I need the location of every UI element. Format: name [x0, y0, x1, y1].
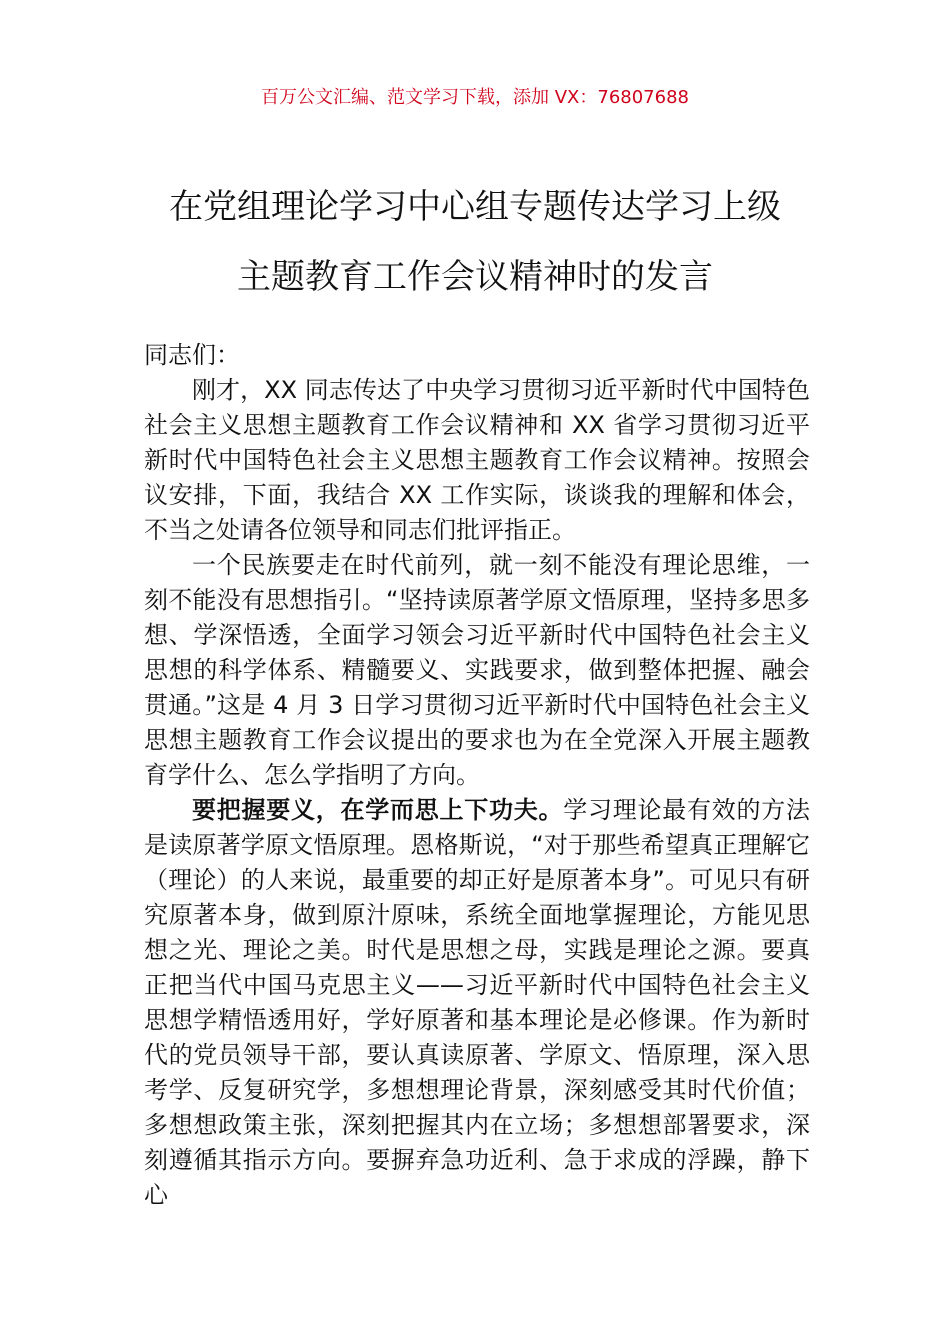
header-note: 百万公文汇编、范文学习下载，添加 VX：76807688 — [261, 87, 689, 108]
title-line-2: 主题教育工作会议精神时的发言 — [237, 257, 713, 297]
salutation: 同志们： — [144, 341, 240, 369]
paragraph-1 — [144, 373, 810, 548]
paragraph-3-text: 学习理论最有效的方法是读原著学原文悟原理。恩格斯说，“对于那些希望真正理解它（理论）的人来说，最重要的却正好是原著本身”。可见只有研究原著本身，做到原汁原味，系统全面地掌握理论，方能见思想之光、理论之美。时代是思想之母，实践是理论之源。要真正把当代中国马克思主义——习近平新时代中国特色社会主义思想学精悟透用好，学好原著和基本理论是必修课。作为新时代的党员领导干部，要认真读原著、学原文、悟原理，深入思考学、反复研究学，多想想理论背景，深刻感受其时代价值；多想想政策主张，深刻把握其内在立场；多想想部署要求，深刻遵循其指示方向。要摒弃急功近利、急于求成的浮躁，静下心 — [144, 796, 810, 1209]
paragraph-1-text: 刚才，XX 同志传达了中央学习贯彻习近平新时代中国特色社会主义思想主题教育工作会议精神和 XX 省学习贯彻习近平新时代中国特色社会主义思想主题教育工作会议精神。按照会议安排，下面，我结合 XX 工作实际，谈谈我的理解和体会，不当之处请各位领导和同志们批评指正。 — [144, 376, 810, 544]
paragraph-3 — [144, 793, 810, 1213]
paragraph-3-lead: 要把握要义，在学而思上下功夫。 — [192, 796, 564, 824]
title-line-1: 在党组理论学习中心组专题传达学习上级 — [169, 187, 781, 227]
document-title — [120, 172, 830, 312]
paragraph-2 — [144, 548, 810, 793]
document-body — [144, 338, 810, 1213]
paragraph-2-text: 一个民族要走在时代前列，就一刻不能没有理论思维，一刻不能没有思想指引。“坚持读原著学原文悟原理，坚持多思多想、学深悟透，全面学习领会习近平新时代中国特色社会主义思想的科学体系、精髓要义、实践要求，做到整体把握、融会贯通。”这是 4 月 3 日学习贯彻习近平新时代中国特色社会主义思想主题教育工作会议提出的要求也为在全党深入开展主题教育学什么、怎么学指明了方向。 — [144, 551, 810, 789]
